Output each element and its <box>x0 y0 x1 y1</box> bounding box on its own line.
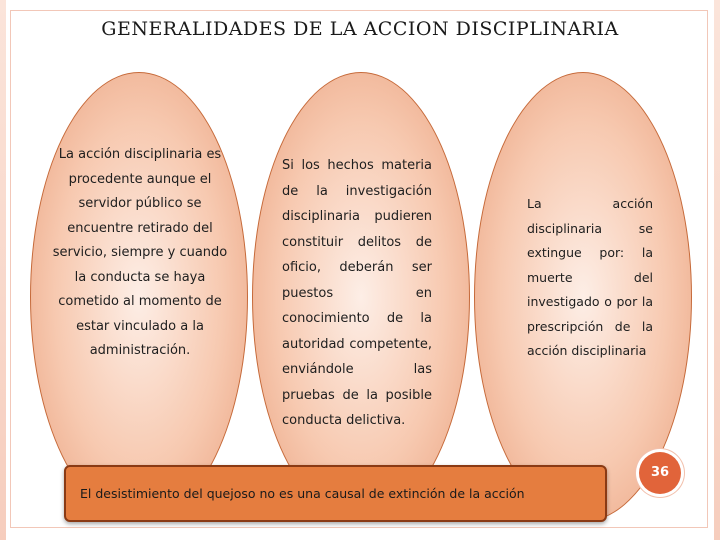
oval-right-text: La acción disciplinaria se extingue por: la muerte del investigado o por la prescripción de la acción disciplinaria <box>527 196 653 358</box>
oval-left-text: La acción disciplinaria es procedente aunque el servidor público se encuentre retirado del servicio, siempre y cuando la conducta se haya cometido al momento de estar vinculado a la administración. <box>52 147 228 358</box>
slide-title: GENERALIDADES DE LA ACCION DISCIPLINARIA <box>101 18 619 40</box>
right-decor-band <box>714 0 720 540</box>
oval-center-text: Si los hechos materia de la investigación disciplinaria pudieren constituir delitos de oficio, deberán ser puestos en conocimiento de la autoridad competente, enviándole las pruebas de la posible conducta delictiva. <box>282 158 432 428</box>
left-decor-band <box>0 0 6 540</box>
note-text: El desistimiento del quejoso no es una causal de extinción de la acción <box>80 486 525 501</box>
page-number-badge: 36 <box>639 452 681 494</box>
